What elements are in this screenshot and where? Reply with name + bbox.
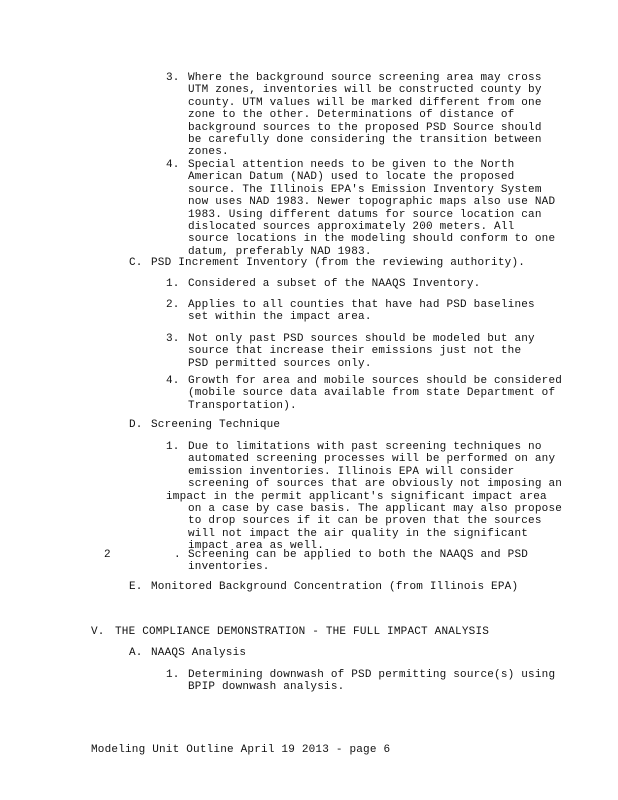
section-letter: C. [129,257,143,269]
paragraph-line: zones. [188,146,229,159]
section-roman: V. [91,626,105,638]
item-number: 1. [166,278,180,290]
section-letter: A. [129,647,143,659]
paragraph-line: American Datum (NAD) used to locate the proposed [188,171,515,184]
paragraph-line: Due to limitations with past screening techniques no [188,441,542,453]
paragraph-line: Transportation). [188,399,297,412]
item-number: 1. [166,669,180,681]
item-number-dot: . [174,549,181,561]
paragraph-line: source that increase their emissions just not the [188,345,522,358]
paragraph-line: emission inventories. Illinois EPA will consider [188,465,515,478]
paragraph-line: impact area as well. [188,540,325,553]
paragraph-line: background sources to the proposed PSD Source should [188,121,542,134]
paragraph-line: Considered a subset of the NAAQS Inventory. [188,278,481,290]
item-number: 3. [166,72,180,84]
paragraph-line: county. UTM values will be marked different from one [188,96,542,109]
item-number: 4. [166,159,180,171]
item-number: 4. [166,375,180,387]
item-number: 1. [166,441,180,453]
paragraph-line: be carefully done considering the transition between [188,134,542,146]
paragraph-line: source locations in the modeling should conform to one [188,233,556,246]
paragraph-line: dislocated sources approximately 200 meters. All [188,221,515,233]
section-heading: NAAQS Analysis [151,647,247,659]
paragraph-line: Special attention needs to be given to the North [188,159,515,171]
section-letter: D. [129,419,143,431]
paragraph-line: (mobile source data available from state Department of [188,387,556,400]
page-footer: Modeling Unit Outline April 19 2013 - page 6 [91,744,391,756]
paragraph-line: Applies to all counties that have had PSD baselines [188,299,535,311]
paragraph-line: BPIP downwash analysis. [188,681,345,694]
paragraph-line: to drop sources if it can be proven that the sources [188,515,542,528]
item-number: 3. [166,333,180,345]
paragraph-line: UTM zones, inventories will be constructed county by [188,84,542,97]
paragraph-line: impact in the permit applicant's significant impact area [166,490,547,503]
paragraph-line: on a case by case basis. The applicant may also propose [188,503,563,515]
paragraph-line: Not only past PSD sources should be modeled but any [188,333,535,345]
paragraph-line: PSD permitted sources only. [188,357,372,370]
section-heading: Screening Technique [151,419,281,431]
paragraph-line: Screening can be applied to both the NAAQS and PSD [188,549,529,561]
paragraph-line: automated screening processes will be performed on any [188,453,556,466]
paragraph-line: datum, preferably NAD 1983. [188,245,372,258]
item-number: 2. [166,299,180,311]
section-letter: E. [129,581,143,593]
section-heading: Monitored Background Concentration (from Illinois EPA) [151,581,519,593]
paragraph-line: 1983. Using different datums for source location can [188,208,542,221]
paragraph-line: set within the impact area. [188,311,372,324]
paragraph-line: source. The Illinois EPA's Emission Inventory System [188,183,542,196]
paragraph-line: now uses NAD 1983. Newer topographic maps also use NAD [188,196,556,209]
section-heading: PSD Increment Inventory (from the reviewing authority). [151,257,526,269]
paragraph-line: screening of sources that are obviously not imposing an [188,478,563,491]
paragraph-line: zone to the other. Determinations of distance of [188,109,515,122]
paragraph-line: inventories. [188,561,270,574]
item-number: 2 [104,549,111,561]
paragraph-line: Determining downwash of PSD permitting source(s) using [188,669,556,681]
paragraph-line: Where the background source screening area may cross [188,72,542,84]
paragraph-line: Growth for area and mobile sources should be considered [188,375,563,387]
major-heading: THE COMPLIANCE DEMONSTRATION - THE FULL IMPACT ANALYSIS [115,626,490,638]
paragraph-line: will not impact the air quality in the significant [188,527,529,540]
